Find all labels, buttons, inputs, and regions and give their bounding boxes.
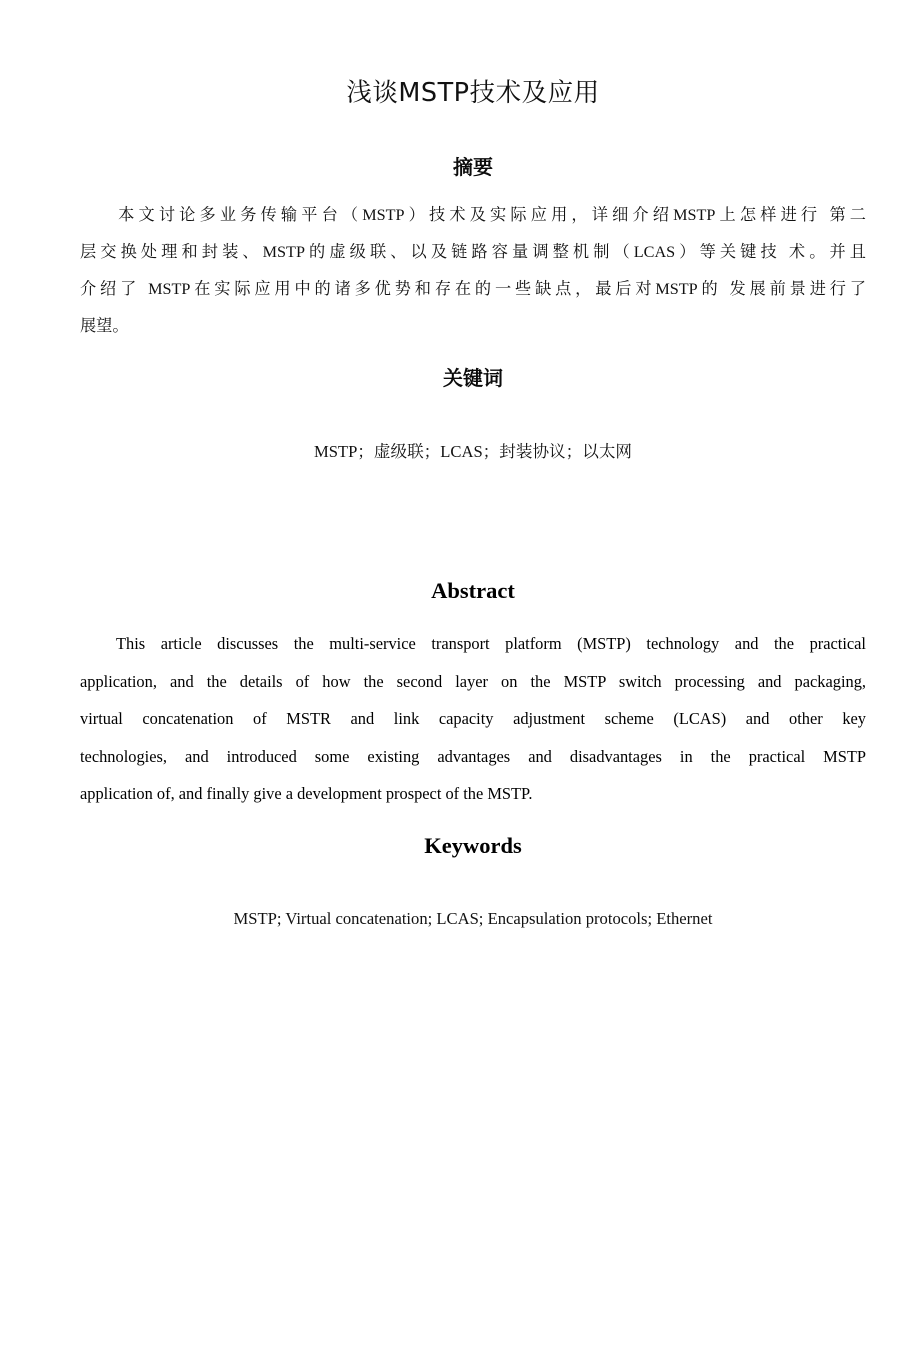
spacer-keywords-heading-line (80, 391, 866, 440)
abstract-cn-line (80, 197, 866, 234)
abstract-en-line-text: technologies, and introduced some existing advantages and disadvantages in the practical MSTP (80, 746, 866, 766)
abstract-cn-line-text: 层交换处理和封装、MSTP的虚级联、以及链路容量调整机制（LCAS）等关键技 术。并且 (80, 242, 866, 261)
abstract-cn-line-text: 介绍了 MSTP在实际应用中的诸多优势和存在的一些缺点，最后对MSTP的 发展前景进行了 (80, 279, 866, 298)
abstract-cn-line (80, 271, 866, 308)
abstract-en-line-text: application of, and finally give a development prospect of the MSTP. (80, 784, 533, 804)
keywords-cn-line: MSTP；虚级联；LCAS；封装协议；以太网 (313, 441, 633, 461)
abstract-en-line-text: application, and the details of how the second layer on the MSTP switch processing and packaging, (80, 671, 866, 691)
abstract-en-paragraph (80, 625, 866, 813)
spacer-paragraph-keywords (80, 345, 866, 365)
abstract-cn-line-text: 本文讨论多业务传输平台（MSTP）技术及实际应用，详细介绍MSTP上怎样进行 第二 (114, 205, 866, 224)
spacer-keywords-abstract-en (80, 463, 866, 576)
keywords-en-line: MSTP; Virtual concatenation; LCAS; Encapsulation protocols; Ethernet (233, 909, 713, 929)
page-content (80, 0, 866, 930)
abstract-cn-line (80, 308, 866, 345)
abstract-en-line (80, 738, 866, 776)
page-title: 浅谈MSTP技术及应用 (346, 78, 600, 108)
abstract-cn-line (80, 234, 866, 271)
abstract-en-heading: Abstract (431, 578, 515, 604)
spacer-keywords-en-heading-line (80, 860, 866, 907)
abstract-en-line (80, 625, 866, 663)
abstract-en-line (80, 663, 866, 701)
abstract-cn-paragraph (80, 197, 866, 345)
abstract-cn-line-text: 展望。 (80, 316, 129, 335)
spacer-paragraph-keywords-en (80, 813, 866, 831)
abstract-cn-heading: 摘要 (453, 154, 493, 179)
abstract-en-line (80, 775, 866, 813)
spacer-abstract-en-paragraph (80, 605, 866, 625)
keywords-cn-heading: 关键词 (443, 365, 503, 390)
spacer-title-abstract (80, 110, 866, 154)
spacer-abstract-paragraph (80, 180, 866, 197)
abstract-en-line-text: virtual concatenation of MSTR and link capacity adjustment scheme (LCAS) and other key (80, 709, 866, 729)
abstract-en-line (80, 700, 866, 738)
keywords-en-heading: Keywords (424, 832, 522, 858)
abstract-en-line-text: This article discusses the multi-service transport platform (MSTP) technology and the practical (116, 634, 866, 654)
